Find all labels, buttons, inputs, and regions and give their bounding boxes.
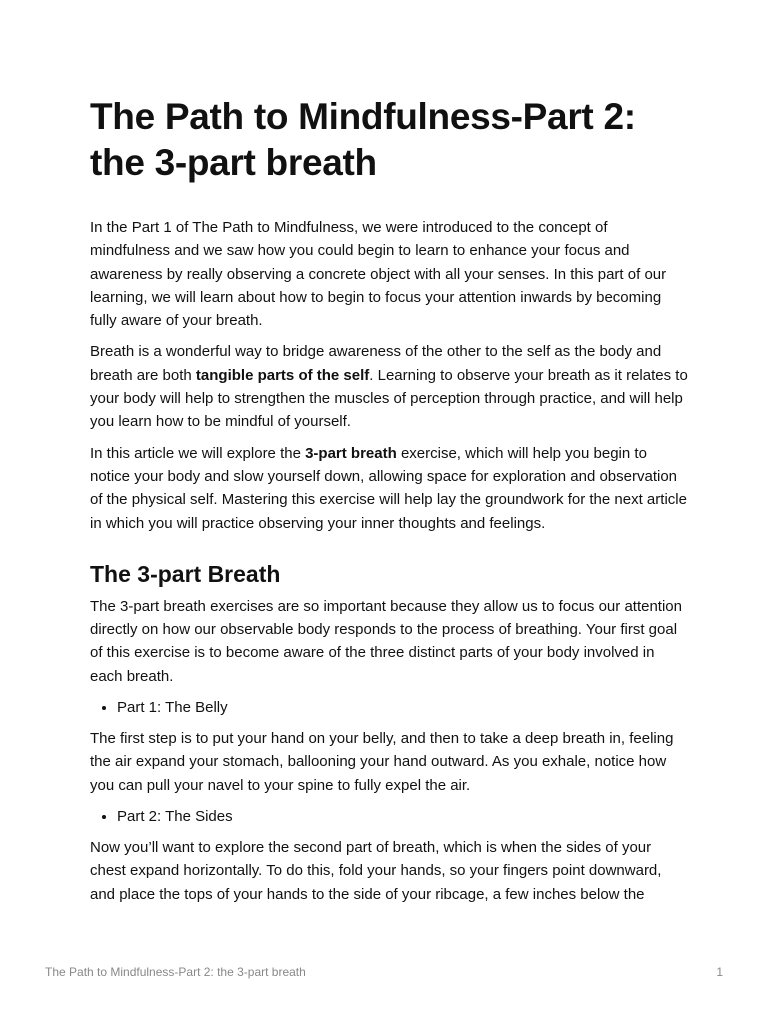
list-item: • Part 1: The Belly — [117, 696, 690, 719]
page-title: The Path to Mindfulness-Part 2: the 3-part breath — [90, 96, 636, 183]
intro-paragraph: In the Part 1 of The Path to Mindfulness, we were introduced to the concept of mindfulness and we saw how you could begin to learn to enhance your focus and awareness by really observing a concrete object with all your senses. In this part of our learning, we will learn about how to begin to focus your attention inwards by becoming fully aware of your breath. — [90, 219, 667, 330]
section-heading: The 3-part Breath — [90, 560, 281, 587]
paragraph-text: exercise, which will help you begin to notice your body and slow yourself down, allowing space for exploration and observation of the physical self. Mastering this exercise will help lay the groundwork for the next article in which you will practice observing your inner thoughts and feelings. — [90, 444, 687, 532]
part-list — [90, 696, 690, 719]
paragraph-text: . Learning to observe your breath as it relates to your body will help to strengthen the muscles of perception through practice, and will help you learn how to be mindful of yourself. — [90, 366, 688, 431]
emphasis-text: tangible parts of the self — [195, 366, 370, 384]
document-body — [90, 94, 690, 914]
paragraph-text: Breath is a wonderful way to bridge awareness of the other to the self as the body and breath are both — [90, 343, 662, 384]
section-intro-paragraph: The 3-part breath exercises are so important because they allow us to focus our attention directly on how our observable body responds to the process of breathing. Your first goal of this exercise is to become aware of the three distinct parts of your body involved in each breath. — [90, 597, 682, 685]
article-overview-paragraph — [90, 442, 690, 535]
emphasis-text: 3-part breath — [305, 444, 397, 462]
paragraph-text: In this article we will explore the — [90, 444, 306, 462]
page-number: 1 — [716, 965, 723, 979]
footer-title: The Path to Mindfulness-Part 2: the 3-part breath — [45, 965, 306, 979]
sides-paragraph: Now you’ll want to explore the second part of breath, which is when the sides of your chest expand horizontally. To do this, fold your hands, so your fingers point downward, and place the tops of your hands to the side of your ribcage, a few inches below the — [90, 838, 662, 903]
part-list — [90, 805, 690, 828]
list-item: • Part 2: The Sides — [117, 805, 690, 828]
breath-awareness-paragraph — [90, 340, 690, 433]
belly-paragraph: The first step is to put your hand on your belly, and then to take a deep breath in, feeling the air expand your stomach, ballooning your hand outward. As you exhale, notice how you can pull your navel to your spine to fully expel the air. — [90, 730, 674, 794]
